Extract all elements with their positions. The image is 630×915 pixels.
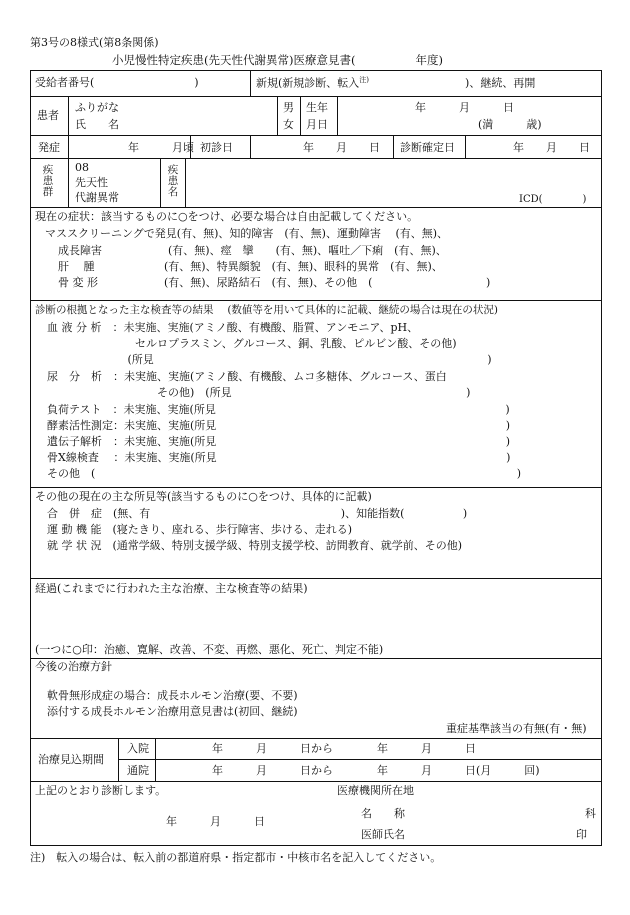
- symptom-row-4[interactable]: 骨 変 形 (有、無)、尿路結石 (有、無)、その他 ( ): [58, 276, 491, 289]
- rule-r6: [30, 487, 602, 488]
- birth-label-2: 月日: [306, 118, 328, 131]
- symptom-row-1[interactable]: マススクリーニングで発見(有、無)、知的障害 (有、無)、運動障害 (有、無)、: [45, 227, 449, 240]
- birth-date-field[interactable]: 年 月 日: [415, 101, 514, 114]
- sex-female-option[interactable]: 女: [283, 118, 294, 131]
- patient-name-input[interactable]: [140, 100, 270, 130]
- onset-label: 発症: [38, 141, 60, 154]
- rule-r5: [30, 300, 602, 301]
- test-other[interactable]: その他 ( ): [47, 467, 522, 480]
- rule-v-disease-2: [160, 158, 161, 207]
- seal-mark: 印: [576, 828, 587, 841]
- test-blood-line-1[interactable]: 血 液 分 析 ：未実施、実施(アミノ酸、有機酸、脂質、アンモニア、pH、: [47, 321, 419, 334]
- tests-heading: 診断の根拠となった主な検査等の結果 (数値等を用いて具体的に記載、継続の場合は現在の状況): [35, 304, 499, 316]
- finding-motor[interactable]: 運 動 機 能 (寝たきり、座れる、歩行障害、歩ける、走れる): [47, 523, 353, 536]
- doctor-name-label: 医師氏名: [361, 828, 405, 841]
- first-visit-date-field[interactable]: 年 月 日: [303, 141, 380, 154]
- rule-v-onset-5: [465, 135, 466, 158]
- diagnosis-date-field[interactable]: 年 月 日: [513, 141, 590, 154]
- sex-male-option[interactable]: 男: [283, 101, 294, 114]
- test-urine-line-1[interactable]: 尿 分 析 ：未実施、実施(アミノ酸、有機酸、ムコ多糖体、グルコース、蛋白: [47, 370, 447, 383]
- progress-input[interactable]: [35, 598, 595, 638]
- disease-group-code: 08: [75, 161, 89, 174]
- signature-date[interactable]: 年 月 日: [166, 815, 265, 828]
- footnote-mark: 注): [359, 76, 370, 84]
- disease-group-label: 疾 患 群: [42, 164, 54, 198]
- symptom-row-3[interactable]: 肝 腫 (有、無)、特異顔貌 (有、無)、眼科的異常 (有、無)、: [58, 260, 443, 273]
- rule-r7: [30, 578, 602, 579]
- furigana-label: ふりがな: [75, 101, 119, 114]
- rule-r11: [30, 781, 602, 782]
- doctor-name-input[interactable]: [410, 825, 570, 839]
- test-enzyme[interactable]: 酵素活性測定：未実施、実施(所見 ): [47, 419, 511, 432]
- form-number: 第3号の8様式(第8条関係): [30, 36, 159, 49]
- recipient-number-close: ): [194, 76, 199, 89]
- institution-address-label: 医療機関所在地: [337, 784, 414, 797]
- finding-schooling[interactable]: 就 学 状 況 (通常学級、特別支援学級、特別支援学校、訪問教育、就学前、その他): [47, 539, 463, 552]
- test-blood-line-3[interactable]: (所見 ): [47, 353, 492, 366]
- rule-v-patient-label: [68, 96, 69, 135]
- rule-v-patient-birth: [337, 96, 338, 135]
- rule-r2: [30, 135, 602, 136]
- outpatient-label: 通院: [127, 764, 149, 777]
- test-load[interactable]: 負荷テスト ：未実施、実施(所見 ): [47, 403, 510, 416]
- rule-v-onset-3: [250, 135, 251, 158]
- rule-r8: [30, 658, 602, 659]
- institution-name-label: 名 称: [361, 807, 405, 820]
- department-suffix: 科: [585, 807, 596, 820]
- fiscal-year-label: 年度): [415, 53, 443, 67]
- plan-gh-treatment[interactable]: 軟骨無形成症の場合：成長ホルモン治療(要、不要): [47, 689, 298, 702]
- rule-r3: [30, 158, 602, 159]
- title-text: 小児慢性特定疾患(先天性代謝異常)医療意見書(: [112, 53, 356, 67]
- inpatient-label: 入院: [127, 742, 149, 755]
- plan-severity[interactable]: 重症基準該当の有無(有・無): [446, 722, 587, 735]
- disease-name-input[interactable]: [190, 160, 590, 188]
- diagnosis-statement: 上記のとおり診断します。: [35, 784, 167, 797]
- symptom-row-2[interactable]: 成長障害 (有、無)、痙 攣 (有、無)、嘔吐／下痢 (有、無)、: [58, 244, 447, 257]
- disease-group-name-2: 代謝異常: [75, 191, 119, 204]
- test-urine-line-2[interactable]: その他) (所見 ): [47, 386, 471, 399]
- rule-v-patient-sex-r: [300, 96, 301, 135]
- first-visit-label: 初診日: [200, 141, 233, 154]
- rule-v-onset-4: [393, 135, 394, 158]
- inpatient-range[interactable]: 年 月 日から 年 月 日: [212, 742, 476, 755]
- disease-group-name-1: 先天性: [75, 176, 108, 189]
- test-genetic[interactable]: 遺伝子解析 ：未実施、実施(所見 ): [47, 435, 511, 448]
- recipient-number-field[interactable]: [35, 77, 199, 88]
- rule-r10: [118, 759, 602, 760]
- age-field[interactable]: (満 歳): [478, 118, 542, 131]
- page-title: [112, 55, 443, 67]
- application-type-field[interactable]: [256, 77, 535, 89]
- onset-date-field[interactable]: 年 月頃: [128, 141, 194, 154]
- recipient-number-label: 受給者番号(: [35, 76, 95, 89]
- symptoms-heading: 現在の症状：該当するものに○をつけ、必要な場合は自由記載してください。: [35, 210, 419, 223]
- name-label: 氏 名: [75, 118, 119, 131]
- rule-v-treat-2: [155, 738, 156, 781]
- rule-r1: [30, 96, 602, 97]
- treatment-period-label: 治療見込期間: [38, 753, 104, 766]
- application-suffix: )、継続、再開: [465, 76, 536, 90]
- rule-v-onset-1: [68, 135, 69, 158]
- outpatient-range[interactable]: 年 月 日から 年 月 日(月 回): [212, 764, 540, 777]
- patient-label: 患者: [37, 109, 59, 122]
- rule-v-disease-3: [185, 158, 186, 207]
- application-prefix: 新規(新規診断、転入: [256, 76, 360, 90]
- rule-v-disease-1: [68, 158, 69, 207]
- diagnosis-date-label: 診断確定日: [400, 141, 455, 154]
- icd-code-field[interactable]: ICD( ): [519, 194, 587, 205]
- progress-status[interactable]: (一つに○印：治癒、寛解、改善、不変、再燃、悪化、死亡、判定不能): [35, 643, 384, 656]
- plan-gh-opinion[interactable]: 添付する成長ホルモン治療用意見書は(初回、継続): [47, 705, 298, 718]
- disease-name-label: 疾 患 名: [167, 164, 179, 198]
- birth-label-1: 生年: [306, 101, 328, 114]
- test-bone-xray[interactable]: 骨X線検査 ：未実施、実施(所見 ): [47, 451, 511, 464]
- rule-r9: [30, 738, 602, 739]
- rule-v-row1: [250, 70, 251, 96]
- progress-heading: 経過(これまでに行われた主な治療、主な検査等の結果): [35, 582, 308, 595]
- footnote: 注) 転入の場合は、転入前の都道府県・指定都市・中核市名を記入してください。: [30, 851, 442, 864]
- rule-v-patient-sex-l: [277, 96, 278, 135]
- finding-complication[interactable]: 合 併 症 (無、有 )、知能指数( ): [47, 507, 468, 520]
- test-blood-line-2[interactable]: セルロプラスミン、グルコース、銅、乳酸、ピルビン酸、その他): [47, 337, 457, 350]
- plan-heading: 今後の治療方針: [35, 660, 112, 673]
- rule-r4: [30, 207, 602, 208]
- rule-v-treat-1: [118, 738, 119, 781]
- findings-heading: その他の現在の主な所見等(該当するものに○をつけ、具体的に記載): [35, 490, 372, 503]
